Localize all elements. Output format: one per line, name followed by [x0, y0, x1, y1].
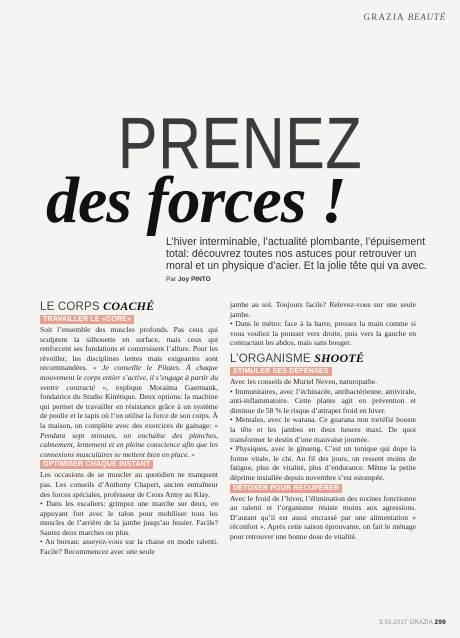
section-heading-organisme — [230, 352, 416, 366]
bullet-item: • Dans le métro: face à la barre, pressez la main comme si vous vouliez la pousser vers droite, puis vers la gauche en contractant les abdos, mais sans bouger. — [230, 319, 416, 348]
title-line-2: des forces ! — [46, 164, 346, 237]
bullet-item: • Immunitaires, avec l’échinacée, antibactérienne, antivirale, anti-inflammatoire. Cette plante agit en prévention et diminue de 58 % le risque d’attraper froid en hiver. — [230, 386, 416, 415]
folio-brand: GRAZIA — [409, 620, 433, 626]
folio — [379, 619, 446, 626]
byline-author: Joy PINTO — [177, 276, 211, 283]
standfirst-text: L’hiver interminable, l’actualité plombante, l’épuisement total: découvrez toutes nos astuces pour retrouver un moral et un physique d’acier. Et la jolie tête qui va avec. — [166, 236, 427, 272]
quote-text: « Je conseille le Pilates. À chaque mouvement le corps entier s’active, il s’engage à partir du ventre contracté », — [40, 363, 218, 392]
paragraph: jambe au sol. Toujours facile? Relevez-vous sur une seule jambe. — [230, 300, 416, 319]
title-line-1: PRENEZ — [118, 104, 363, 184]
quote-text: « Pendant sept minutes, on enchaîne des planches, calmement, lentement et en pleine conscience afin que les connexions musculaires se mettent bien en place. » — [40, 420, 218, 459]
standfirst — [166, 236, 436, 286]
bullet-item: • Mentales, avec le warana. Ce guarana non torréfié booste la tête et les jambes en deux heures maxi. De quoi transformer le destin d’une mauvaise journée. — [230, 415, 416, 444]
section-heading-italic: COACHÉ — [103, 299, 155, 313]
paragraph: Avec le froid de l’hiver, l’élimination des toxines fonctionne au ralenti et l’organisme résiste moins aux agressions. D’autant qu’il est aussi encrassé par une alimentation « réconfort ». Après cette saison éprouvante, on fait le ménage pour retrouver une bonne dose de vitalité. — [230, 493, 416, 541]
paragraph — [40, 325, 218, 459]
paragraph: Avec les conseils de Muriel Neveu, naturopathe. — [230, 376, 378, 386]
paragraph-text: Soit l’ensemble des muscles profonds. Pas ceux qui sculptent la silhouette en surface, mais ceux qui renforcent ses fondations et construisent l’allure. Pour les réveiller, les disciplines lentes mais exigeantes sont recommandées. — [40, 325, 218, 373]
subhead-tag: OPTIMISER CHAQUE INSTANT — [40, 460, 153, 469]
section-heading-italic: SHOOTÉ — [314, 350, 365, 365]
paragraph: Les occasions de se muscler au quotidien ne manquent pas. Les conseils d’Anthony Chapert, ancien entraîneur des forces spéciales, professeur de Cross Army au Klay. — [40, 470, 218, 499]
folio-date: 3.03.2017 — [379, 620, 408, 626]
section-heading-light: L’ORGANISME — [230, 352, 311, 365]
paragraph-text: explique Moraima Gaetmank, fondatrice du Studio Kinétique. Deux options: la machine qui permet de travailler en résistance grâce à un système de poulie et le tapis où l’on utilise la force de son corps. À la maison, on complète avec des exercices de gainage: — [40, 382, 218, 430]
column-left — [40, 300, 218, 557]
bullet-item: • Au bureau: asseyez-vous sur la chaise en mode ralenti. Facile? Recommencez avec une seule — [40, 537, 218, 557]
subhead-tag: STIMULER SES DÉFENSES — [230, 367, 332, 376]
byline — [166, 276, 211, 283]
masthead-brand: GRAZIA — [363, 12, 405, 22]
masthead-section: BEAUTÉ — [407, 12, 446, 22]
section-heading-light: LE CORPS — [40, 301, 100, 313]
section-heading-corps — [40, 300, 218, 314]
subhead-tag: TRAVAILLER LE «CORE» — [40, 315, 134, 324]
bullet-item: • Dans les escaliers: grimpez une marche sur deux, en appuyant fort avec le talon pour mobiliser tous les muscles de l’arrière de la jambe jusqu’au fessier. Facile? Sautez deux marches ou plus. — [40, 499, 218, 537]
bullet-item: • Physiques, avec le ginseng. C’est un tonique qui dope la forme vitale, le chi. Au fil des jours, on ressent moins de fatigue, plus de vitalité, plus d’endurance. Même la petite déprime installée depuis novembre s’est estompée. — [230, 444, 416, 482]
column-right — [230, 300, 416, 541]
byline-prefix: Par — [166, 276, 177, 283]
masthead — [364, 12, 446, 22]
subhead-tag: DÉTOXER POUR RÉCUPÉRER — [230, 484, 342, 493]
page-number: 299 — [434, 619, 446, 626]
